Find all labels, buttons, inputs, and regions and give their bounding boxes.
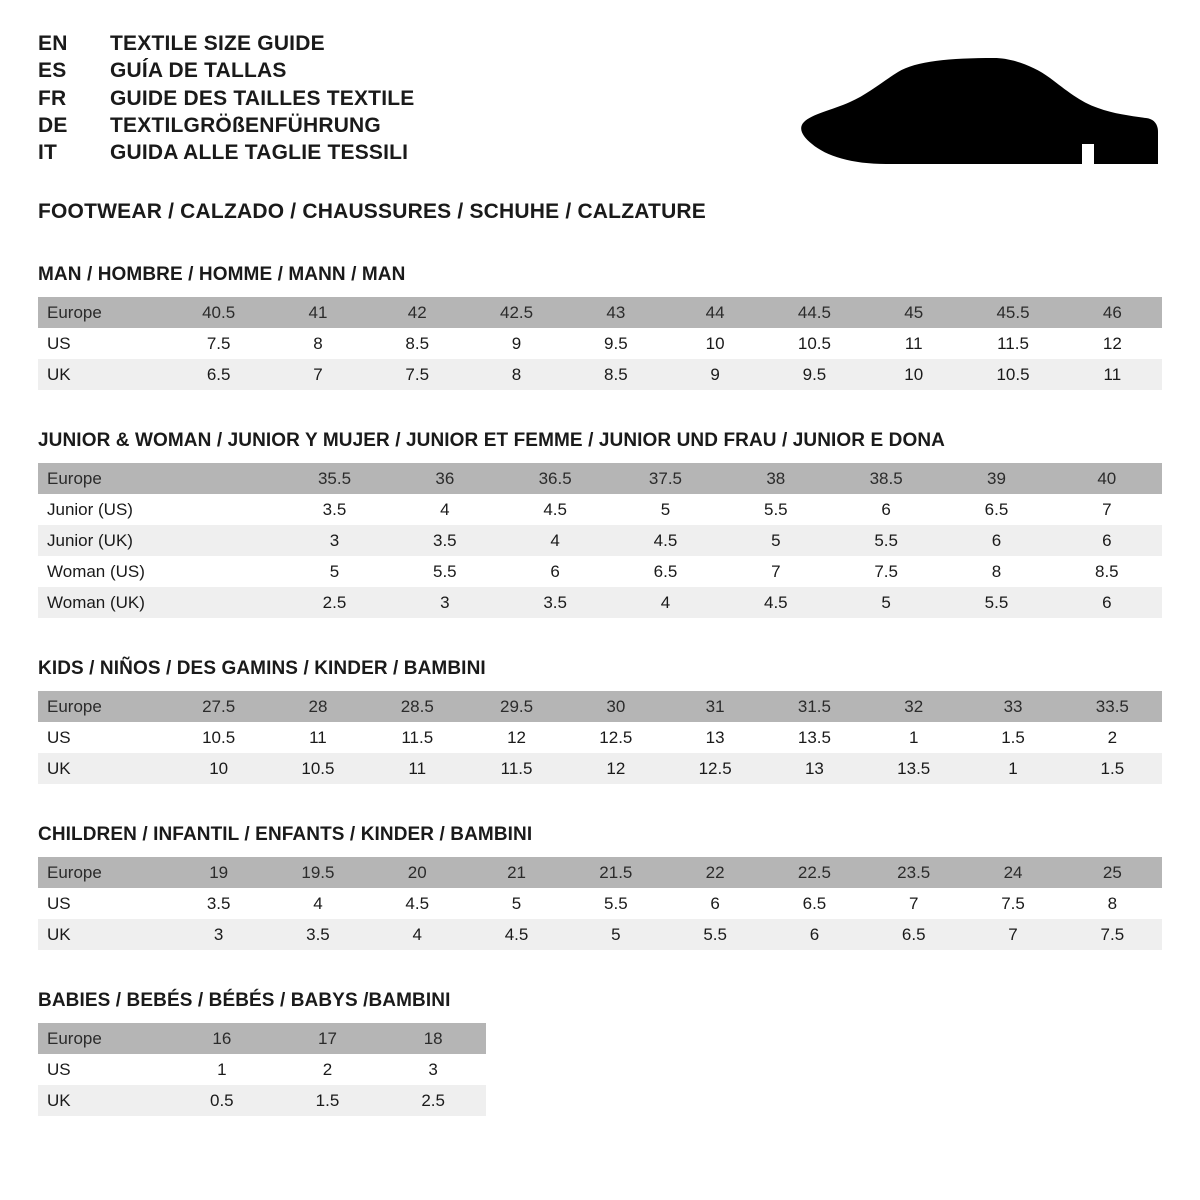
cell: 40 xyxy=(1052,463,1162,494)
cell: 11 xyxy=(268,722,367,753)
cell: 7 xyxy=(268,359,367,390)
cell: 6 xyxy=(941,525,1051,556)
language-code-fr: FR xyxy=(38,86,67,110)
table-row xyxy=(38,525,1162,556)
cell: 1 xyxy=(963,753,1062,784)
cell xyxy=(169,587,279,618)
cell: 9.5 xyxy=(566,328,665,359)
page-header xyxy=(38,30,1162,166)
row-label: UK xyxy=(38,1085,169,1116)
cell xyxy=(169,463,279,494)
cell: 12 xyxy=(467,722,566,753)
cell: 3 xyxy=(390,587,500,618)
group-babies xyxy=(38,990,1162,1116)
cell: 22.5 xyxy=(765,857,864,888)
size-table-kids xyxy=(38,691,1162,784)
cell: 19 xyxy=(169,857,268,888)
cell xyxy=(169,525,279,556)
cell: 2 xyxy=(1063,722,1162,753)
table-row xyxy=(38,1085,486,1116)
language-code-en: EN xyxy=(38,32,68,55)
cell: 31.5 xyxy=(765,691,864,722)
cell: 31 xyxy=(665,691,764,722)
cell: 3.5 xyxy=(390,525,500,556)
table-row xyxy=(38,857,1162,888)
cell: 3.5 xyxy=(279,494,389,525)
cell: 11.5 xyxy=(467,753,566,784)
cell: 13 xyxy=(765,753,864,784)
cell: 6.5 xyxy=(610,556,720,587)
cell: 3 xyxy=(279,525,389,556)
table-row xyxy=(38,359,1162,390)
row-label: Europe xyxy=(38,857,169,888)
cell: 3 xyxy=(169,919,268,950)
cell: 12 xyxy=(566,753,665,784)
cell: 19.5 xyxy=(268,857,367,888)
cell: 5.5 xyxy=(665,919,764,950)
dress-shoe-icon xyxy=(798,52,1158,192)
cell: 11 xyxy=(1063,359,1162,390)
cell: 1.5 xyxy=(275,1085,381,1116)
row-label: UK xyxy=(38,919,169,950)
row-label: Woman (UK) xyxy=(38,587,169,618)
cell: 22 xyxy=(665,857,764,888)
cell: 5.5 xyxy=(721,494,831,525)
cell: 40.5 xyxy=(169,297,268,328)
table-row xyxy=(38,1023,486,1054)
cell: 2.5 xyxy=(279,587,389,618)
cell: 18 xyxy=(380,1023,486,1054)
language-title-list xyxy=(38,30,414,166)
language-row-it xyxy=(38,139,414,166)
row-label: Junior (UK) xyxy=(38,525,169,556)
row-label: US xyxy=(38,328,169,359)
cell: 6.5 xyxy=(169,359,268,390)
cell: 6 xyxy=(765,919,864,950)
cell: 10.5 xyxy=(169,722,268,753)
cell: 5.5 xyxy=(831,525,941,556)
cell: 13.5 xyxy=(864,753,963,784)
cell: 5 xyxy=(610,494,720,525)
cell: 10 xyxy=(864,359,963,390)
cell: 1 xyxy=(864,722,963,753)
cell: 1.5 xyxy=(1063,753,1162,784)
cell: 4 xyxy=(268,888,367,919)
row-label: Junior (US) xyxy=(38,494,169,525)
language-text-en: TEXTILE SIZE GUIDE xyxy=(110,32,325,55)
cell: 2.5 xyxy=(380,1085,486,1116)
cell: 36 xyxy=(390,463,500,494)
cell: 7 xyxy=(1052,494,1162,525)
cell: 23.5 xyxy=(864,857,963,888)
table-row xyxy=(38,1054,486,1085)
cell: 4 xyxy=(610,587,720,618)
cell: 37.5 xyxy=(610,463,720,494)
cell: 7.5 xyxy=(169,328,268,359)
table-row xyxy=(38,587,1162,618)
group-title-babies: BABIES / BEBÉS / BÉBÉS / BABYS /BAMBINI xyxy=(38,990,451,1012)
cell: 41 xyxy=(268,297,367,328)
cell: 44 xyxy=(665,297,764,328)
cell: 4 xyxy=(368,919,467,950)
row-label: Europe xyxy=(38,297,169,328)
cell: 33 xyxy=(963,691,1062,722)
table-row xyxy=(38,494,1162,525)
cell: 5 xyxy=(279,556,389,587)
cell: 11.5 xyxy=(963,328,1062,359)
category-title: FOOTWEAR / CALZADO / CHAUSSURES / SCHUHE / CALZATURE xyxy=(38,200,707,224)
cell: 7.5 xyxy=(1063,919,1162,950)
cell: 6 xyxy=(1052,525,1162,556)
table-row xyxy=(38,297,1162,328)
cell: 13 xyxy=(665,722,764,753)
cell: 5 xyxy=(721,525,831,556)
cell: 4.5 xyxy=(610,525,720,556)
cell: 7.5 xyxy=(831,556,941,587)
cell: 36.5 xyxy=(500,463,610,494)
cell: 7 xyxy=(864,888,963,919)
cell: 6 xyxy=(665,888,764,919)
cell: 8 xyxy=(1063,888,1162,919)
cell: 30 xyxy=(566,691,665,722)
row-label: Europe xyxy=(38,463,169,494)
cell: 27.5 xyxy=(169,691,268,722)
cell: 24 xyxy=(963,857,1062,888)
row-label: US xyxy=(38,888,169,919)
language-text-de: TEXTILGRÖßENFÜHRUNG xyxy=(110,113,381,137)
cell: 8.5 xyxy=(566,359,665,390)
table-row xyxy=(38,691,1162,722)
cell: 12.5 xyxy=(665,753,764,784)
cell: 6.5 xyxy=(941,494,1051,525)
table-row xyxy=(38,463,1162,494)
cell: 3.5 xyxy=(500,587,610,618)
cell: 5 xyxy=(566,919,665,950)
cell: 7.5 xyxy=(963,888,1062,919)
language-row-es xyxy=(38,57,414,84)
cell: 4.5 xyxy=(721,587,831,618)
cell: 4.5 xyxy=(500,494,610,525)
cell: 38.5 xyxy=(831,463,941,494)
cell: 28.5 xyxy=(368,691,467,722)
cell: 7 xyxy=(963,919,1062,950)
cell: 43 xyxy=(566,297,665,328)
cell: 5.5 xyxy=(390,556,500,587)
cell: 3.5 xyxy=(169,888,268,919)
group-title-man: MAN / HOMBRE / HOMME / MANN / MAN xyxy=(38,264,406,286)
cell: 21.5 xyxy=(566,857,665,888)
cell: 4 xyxy=(390,494,500,525)
language-text-es: GUÍA DE TALLAS xyxy=(110,59,287,83)
cell: 3.5 xyxy=(268,919,367,950)
cell: 8 xyxy=(268,328,367,359)
language-row-en xyxy=(38,30,414,57)
cell: 28 xyxy=(268,691,367,722)
language-text-it: GUIDA ALLE TAGLIE TESSILI xyxy=(110,141,409,165)
cell: 6 xyxy=(1052,587,1162,618)
row-label: US xyxy=(38,1054,169,1085)
cell: 4.5 xyxy=(467,919,566,950)
group-title-kids: KIDS / NIÑOS / DES GAMINS / KINDER / BAMBINI xyxy=(38,658,486,680)
row-label: Woman (US) xyxy=(38,556,169,587)
cell: 11 xyxy=(368,753,467,784)
table-row xyxy=(38,722,1162,753)
language-code-it: IT xyxy=(38,141,58,165)
table-row xyxy=(38,888,1162,919)
cell: 8 xyxy=(941,556,1051,587)
cell: 44.5 xyxy=(765,297,864,328)
cell: 16 xyxy=(169,1023,275,1054)
group-title-children: CHILDREN / INFANTIL / ENFANTS / KINDER / BAMBINI xyxy=(38,824,533,846)
language-text-fr: GUIDE DES TAILLES TEXTILE xyxy=(110,86,415,110)
cell: 45.5 xyxy=(963,297,1062,328)
cell xyxy=(169,556,279,587)
cell: 4 xyxy=(500,525,610,556)
table-row xyxy=(38,556,1162,587)
cell: 7 xyxy=(721,556,831,587)
cell: 10.5 xyxy=(268,753,367,784)
cell: 10.5 xyxy=(765,328,864,359)
table-row xyxy=(38,919,1162,950)
cell: 10.5 xyxy=(963,359,1062,390)
language-row-de xyxy=(38,112,414,139)
group-kids xyxy=(38,658,1162,784)
cell: 20 xyxy=(368,857,467,888)
cell: 1 xyxy=(169,1054,275,1085)
cell xyxy=(169,494,279,525)
table-row xyxy=(38,328,1162,359)
size-table-junior-woman xyxy=(38,463,1162,618)
cell: 6.5 xyxy=(765,888,864,919)
cell: 32 xyxy=(864,691,963,722)
row-label: US xyxy=(38,722,169,753)
size-table-babies xyxy=(38,1023,486,1116)
cell: 45 xyxy=(864,297,963,328)
cell: 8.5 xyxy=(1052,556,1162,587)
cell: 42 xyxy=(368,297,467,328)
row-label: UK xyxy=(38,359,169,390)
cell: 8 xyxy=(467,359,566,390)
group-children xyxy=(38,824,1162,950)
group-junior-woman xyxy=(38,430,1162,618)
cell: 4.5 xyxy=(368,888,467,919)
cell: 0.5 xyxy=(169,1085,275,1116)
group-title-junior-woman: JUNIOR & WOMAN / JUNIOR Y MUJER / JUNIOR ET FEMME / JUNIOR UND FRAU / JUNIOR E DONA xyxy=(38,430,946,452)
table-row xyxy=(38,753,1162,784)
cell: 12.5 xyxy=(566,722,665,753)
group-man xyxy=(38,264,1162,390)
row-label: UK xyxy=(38,753,169,784)
cell: 9 xyxy=(467,328,566,359)
cell: 1.5 xyxy=(963,722,1062,753)
cell: 8.5 xyxy=(368,328,467,359)
cell: 10 xyxy=(665,328,764,359)
cell: 6 xyxy=(831,494,941,525)
cell: 3 xyxy=(380,1054,486,1085)
cell: 6 xyxy=(500,556,610,587)
cell: 9.5 xyxy=(765,359,864,390)
cell: 11 xyxy=(864,328,963,359)
cell: 5 xyxy=(831,587,941,618)
cell: 38 xyxy=(721,463,831,494)
language-code-de: DE xyxy=(38,113,68,137)
cell: 39 xyxy=(941,463,1051,494)
cell: 11.5 xyxy=(368,722,467,753)
cell: 33.5 xyxy=(1063,691,1162,722)
cell: 10 xyxy=(169,753,268,784)
cell: 9 xyxy=(665,359,764,390)
cell: 46 xyxy=(1063,297,1162,328)
size-table-man xyxy=(38,297,1162,390)
cell: 25 xyxy=(1063,857,1162,888)
cell: 7.5 xyxy=(368,359,467,390)
size-table-children xyxy=(38,857,1162,950)
cell: 5.5 xyxy=(941,587,1051,618)
row-label: Europe xyxy=(38,1023,169,1054)
cell: 21 xyxy=(467,857,566,888)
cell: 17 xyxy=(275,1023,381,1054)
row-label: Europe xyxy=(38,691,169,722)
cell: 5 xyxy=(467,888,566,919)
cell: 35.5 xyxy=(279,463,389,494)
cell: 5.5 xyxy=(566,888,665,919)
language-row-fr xyxy=(38,85,414,112)
language-code-es: ES xyxy=(38,59,67,83)
cell: 42.5 xyxy=(467,297,566,328)
cell: 13.5 xyxy=(765,722,864,753)
cell: 12 xyxy=(1063,328,1162,359)
cell: 2 xyxy=(275,1054,381,1085)
cell: 6.5 xyxy=(864,919,963,950)
cell: 29.5 xyxy=(467,691,566,722)
